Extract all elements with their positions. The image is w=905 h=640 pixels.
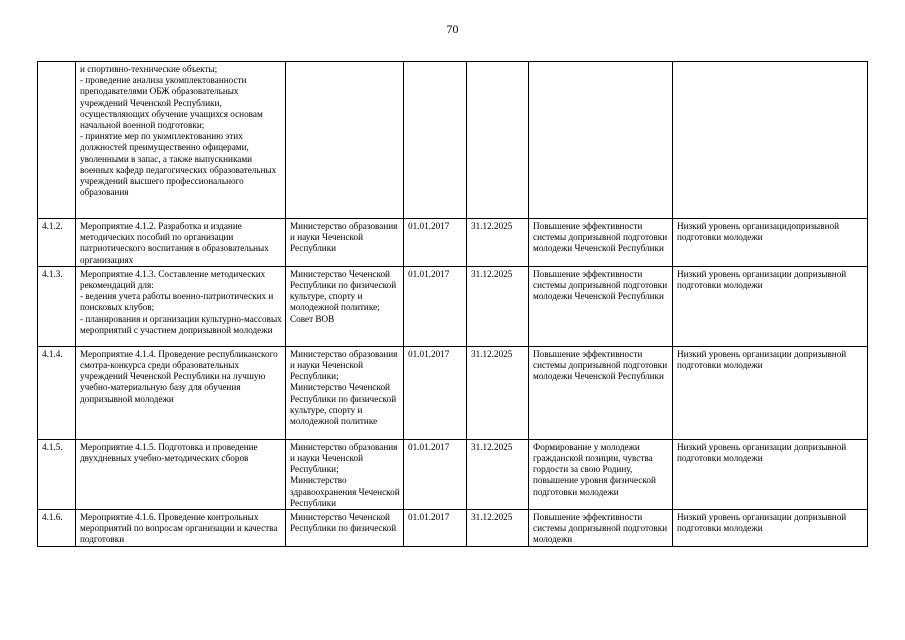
cell-start-date: 01.01.2017 bbox=[404, 510, 467, 547]
table-row bbox=[38, 439, 868, 509]
cell-start-date: 01.01.2017 bbox=[404, 439, 467, 509]
cell-result: Формирование у молодежи гражданской позиции, чувства гордости за свою Родину, повышение уровня физической подготовки молодежи bbox=[529, 439, 673, 509]
program-events-table bbox=[37, 61, 868, 547]
cell-event: Мероприятие 4.1.3. Составление методических рекомендаций для: - ведения учета работы военно-патриотических и поисковых клубов; - планирования и организации культурно-массовых мероприятий с участием допризывной молодежи bbox=[76, 266, 286, 346]
cell-executor: Министерство образования и науки Чеченской Республики; Министерство здравоохранения Чеченской Республики bbox=[286, 439, 404, 509]
cell-start-date: 01.01.2017 bbox=[404, 219, 467, 267]
cell-result: Повышение эффективности системы допризывной подготовки молодежи Чеченской Республики bbox=[529, 219, 673, 267]
table-row bbox=[38, 219, 868, 267]
table-row bbox=[38, 266, 868, 346]
cell-start-date bbox=[404, 62, 467, 219]
cell-event: Мероприятие 4.1.5. Подготовка и проведение двухдневных учебно-методических сборов bbox=[76, 439, 286, 509]
cell-executor: Министерство образования и науки Чеченской Республики; Министерство Чеченской Республики по физической культуре, спорту и молодежной политике bbox=[286, 346, 404, 439]
cell-result bbox=[529, 62, 673, 219]
cell-end-date: 31.12.2025 bbox=[467, 266, 529, 346]
cell-result: Повышение эффективности системы допризывной подготовки молодежи Чеченской Республики bbox=[529, 266, 673, 346]
cell-number: 4.1.5. bbox=[38, 439, 76, 509]
table-row bbox=[38, 510, 868, 547]
cell-consequence: Низкий уровень организацидопризывной подготовки молодежи bbox=[673, 219, 868, 267]
cell-number: 4.1.2. bbox=[38, 219, 76, 267]
cell-number: 4.1.6. bbox=[38, 510, 76, 547]
cell-number: 4.1.3. bbox=[38, 266, 76, 346]
cell-number: 4.1.4. bbox=[38, 346, 76, 439]
cell-result: Повышение эффективности системы допризывной подготовки молодежи bbox=[529, 510, 673, 547]
cell-event: и спортивно-технические объекты; - проведение анализа укомплектованности преподавателями ОБЖ образовательных учреждений Чеченской Республики, осуществляющих обучение учащихся основам начальной военной подготовки; - принятие мер по укомплектованию этих должностей преимущественно офицерами, уволенными в запас, а также выпускниками военных кафедр педагогических образовательных учреждений высшего профессионального образования bbox=[76, 62, 286, 219]
cell-result: Повышение эффективности системы допризывной подготовки молодежи Чеченской Республики bbox=[529, 346, 673, 439]
table-row bbox=[38, 62, 868, 219]
cell-executor: Министерство Чеченской Республики по физической культуре, спорту и молодежной политике; Совет ВОВ bbox=[286, 266, 404, 346]
cell-consequence: Низкий уровень организации допризывной подготовки молодежи bbox=[673, 439, 868, 509]
cell-event: Мероприятие 4.1.4. Проведение республиканского смотра-конкурса среди образовательных учреждений Чеченской Республики на лучшую учебно-материальную базу для обучения допризывной молодежи bbox=[76, 346, 286, 439]
cell-consequence: Низкий уровень организации допризывной подготовки молодежи bbox=[673, 346, 868, 439]
cell-executor: Министерство образования и науки Чеченской Республики bbox=[286, 219, 404, 267]
cell-end-date: 31.12.2025 bbox=[467, 510, 529, 547]
table-row bbox=[38, 346, 868, 439]
cell-end-date: 31.12.2025 bbox=[467, 439, 529, 509]
cell-executor: Министерство Чеченской Республики по физической bbox=[286, 510, 404, 547]
cell-number bbox=[38, 62, 76, 219]
cell-consequence bbox=[673, 62, 868, 219]
cell-event: Мероприятие 4.1.6. Проведение контрольных мероприятий по вопросам организации и качества подготовки bbox=[76, 510, 286, 547]
cell-start-date: 01.01.2017 bbox=[404, 266, 467, 346]
cell-consequence: Низкий уровень организации допризывной подготовки молодежи bbox=[673, 510, 868, 547]
cell-executor bbox=[286, 62, 404, 219]
cell-end-date bbox=[467, 62, 529, 219]
cell-end-date: 31.12.2025 bbox=[467, 346, 529, 439]
cell-consequence: Низкий уровень организации допризывной подготовки молодежи bbox=[673, 266, 868, 346]
cell-end-date: 31.12.2025 bbox=[467, 219, 529, 267]
cell-start-date: 01.01.2017 bbox=[404, 346, 467, 439]
cell-event: Мероприятие 4.1.2. Разработка и издание методических пособий по организации патриотического воспитания в образовательных организациях bbox=[76, 219, 286, 267]
page-number: 70 bbox=[446, 22, 459, 36]
